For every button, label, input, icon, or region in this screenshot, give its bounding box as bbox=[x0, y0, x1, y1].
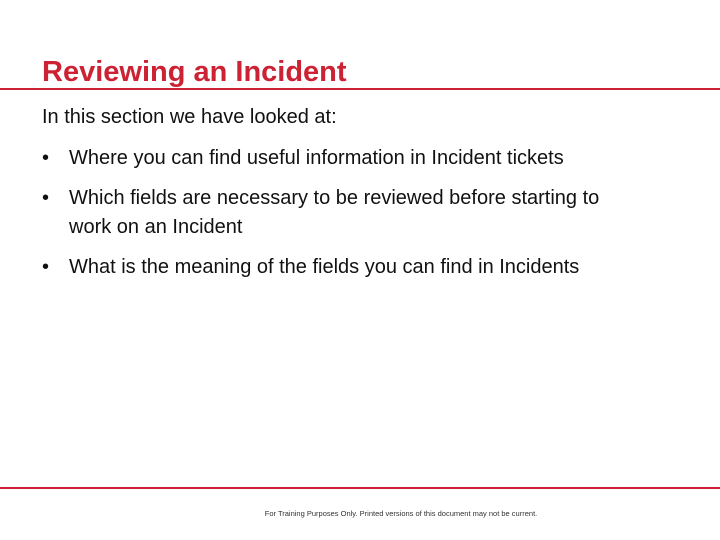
footer-disclaimer: For Training Purposes Only. Printed versions of this document may not be current. bbox=[264, 509, 538, 518]
intro-text: In this section we have looked at: bbox=[42, 106, 337, 128]
bullet-text: Which fields are necessary to be reviewed before starting to work on an Incident bbox=[69, 187, 600, 238]
bullet-marker: • bbox=[42, 187, 50, 209]
bullet-text: What is the meaning of the fields you can find in Incidents bbox=[69, 256, 580, 278]
bullet-item bbox=[42, 253, 629, 282]
bullet-text: Where you can find useful information in Incident tickets bbox=[69, 147, 564, 169]
bullet-marker: • bbox=[42, 256, 50, 278]
slide-title: Reviewing an Incident bbox=[42, 56, 347, 88]
bullet-item bbox=[42, 184, 629, 242]
bullet-list bbox=[42, 144, 682, 293]
bullet-marker: • bbox=[42, 147, 50, 169]
bullet-item bbox=[42, 144, 682, 173]
title-divider bbox=[0, 88, 720, 90]
footer-divider bbox=[0, 487, 720, 489]
